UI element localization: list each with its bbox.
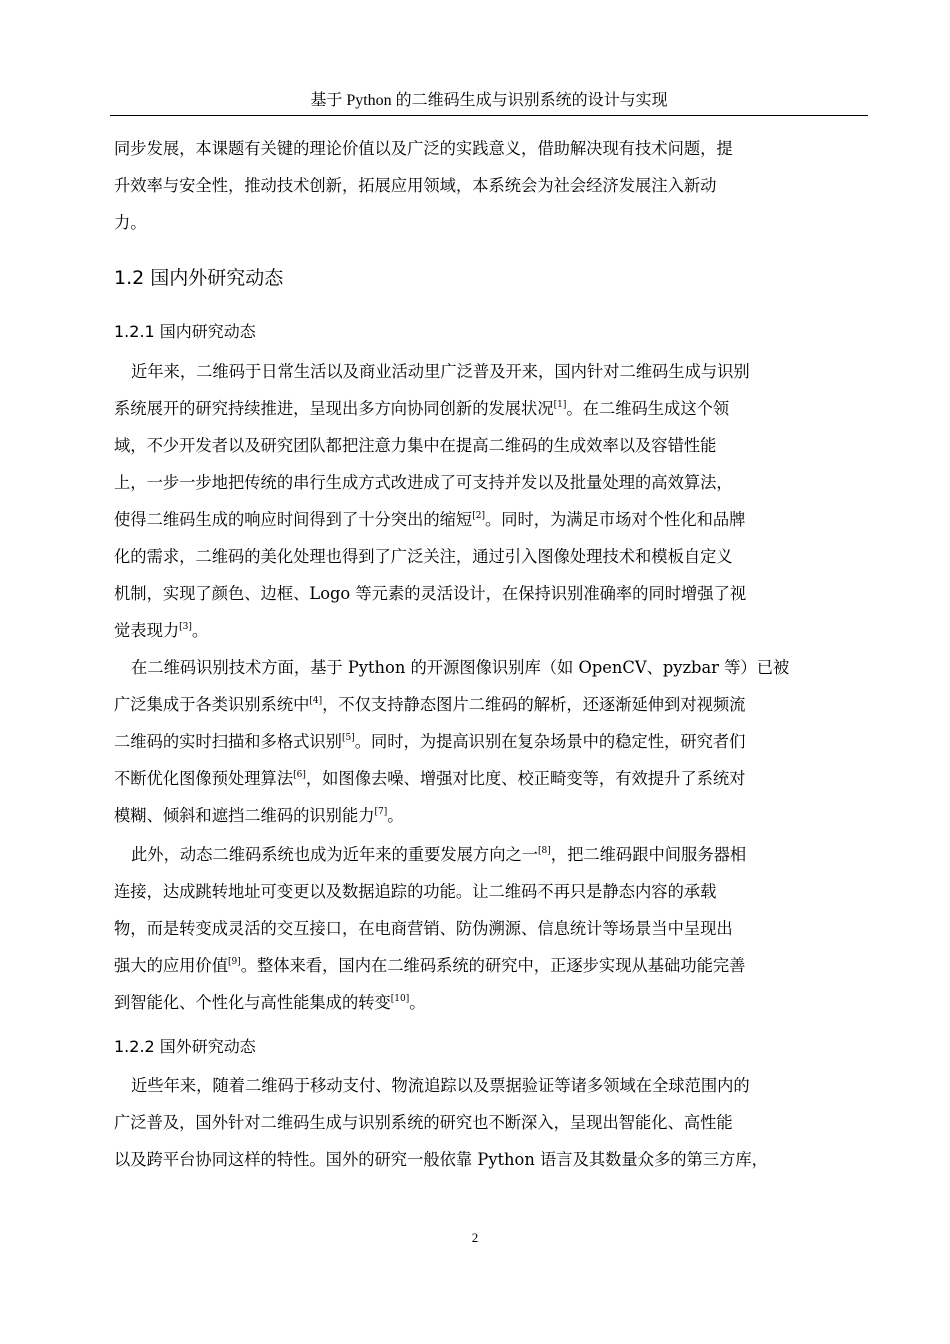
intro-line-3: 力。 — [114, 213, 147, 232]
page-header: 基于 Python 的二维码生成与识别系统的设计与实现 — [310, 92, 668, 109]
domestic-p1-line-8: 觉表现力[3]。 — [114, 621, 209, 640]
citation-ref: [2] — [472, 511, 485, 521]
domestic-p1-line-3: 域，不少开发者以及研究团队都把注意力集中在提高二维码的生成效率以及容错性能 — [114, 436, 717, 455]
domestic-p1-line-4: 上，一步一步地把传统的串行生成方式改进成了可支持并发以及批量处理的高效算法， — [114, 473, 733, 492]
domestic-p2-line-3: 二维码的实时扫描和多格式识别[5]。同时，为提高识别在复杂场景中的稳定性，研究者们 — [114, 732, 746, 751]
citation-ref: [9] — [227, 957, 241, 967]
citation-ref: [5] — [341, 733, 355, 743]
domestic-p2-line-2: 广泛集成于各类识别系统中[4]，不仅支持静态图片二维码的解析，还逐渐延伸到对视频流 — [114, 695, 746, 714]
domestic-p3-line-2: 连接，达成跳转地址可变更以及数据追踪的功能。让二维码不再只是静态内容的承载 — [114, 882, 717, 901]
foreign-p1-line-3: 以及跨平台协同这样的特性。国外的研究一般依靠 Python 语言及其数量众多的第三方库， — [114, 1150, 768, 1169]
domestic-p1-line-7: 机制，实现了颜色、边框、Logo 等元素的灵活设计，在保持识别准确率的同时增强了视 — [114, 584, 747, 603]
domestic-p3-line-3: 物，而是转变成灵活的交互接口，在电商营销、防伪溯源、信息统计等场景当中呈现出 — [114, 919, 733, 938]
section-heading-1-2: 1.2 国内外研究动态 — [114, 267, 284, 289]
header-rule — [110, 115, 868, 116]
citation-ref: [4] — [309, 696, 323, 706]
citation-ref: [10] — [390, 994, 410, 1004]
citation-ref: [3] — [179, 622, 192, 632]
intro-line-1: 同步发展，本课题有关键的理论价值以及广泛的实践意义，借助解决现有技术问题，提 — [114, 139, 733, 158]
citation-ref: [1] — [553, 400, 567, 410]
citation-ref: [8] — [538, 846, 551, 856]
intro-line-2: 升效率与安全性，推动技术创新，拓展应用领域，本系统会为社会经济发展注入新动 — [114, 176, 717, 195]
domestic-p3-line-4: 强大的应用价值[9]。整体来看，国内在二维码系统的研究中，正逐步实现从基础功能完善 — [114, 956, 746, 975]
citation-ref: [6] — [293, 770, 306, 780]
domestic-p1-line-2: 系统展开的研究持续推进，呈现出多方向协同创新的发展状况[1]。在二维码生成这个领 — [114, 399, 730, 418]
page-number: 2 — [471, 1230, 479, 1245]
section-heading-1-2-1: 1.2.1 国内研究动态 — [114, 322, 256, 341]
domestic-p2-line-1: 在二维码识别技术方面，基于 Python 的开源图像识别库（如 OpenCV、pyzbar 等）已被 — [131, 658, 790, 677]
domestic-p1-line-1: 近年来，二维码于日常生活以及商业活动里广泛普及开来，国内针对二维码生成与识别 — [131, 362, 750, 381]
domestic-p1-line-6: 化的需求，二维码的美化处理也得到了广泛关注，通过引入图像处理技术和模板自定义 — [114, 547, 733, 566]
foreign-p1-line-1: 近些年来，随着二维码于移动支付、物流追踪以及票据验证等诸多领域在全球范围内的 — [131, 1076, 750, 1095]
foreign-p1-line-2: 广泛普及，国外针对二维码生成与识别系统的研究也不断深入，呈现出智能化、高性能 — [114, 1113, 733, 1132]
domestic-p3-line-5: 到智能化、个性化与高性能集成的转变[10]。 — [114, 993, 426, 1012]
domestic-p1-line-5: 使得二维码生成的响应时间得到了十分突出的缩短[2]。同时，为满足市场对个性化和品牌 — [114, 510, 746, 529]
domestic-p2-line-5: 模糊、倾斜和遮挡二维码的识别能力[7]。 — [114, 806, 404, 825]
citation-ref: [7] — [374, 807, 388, 817]
section-heading-1-2-2: 1.2.2 国外研究动态 — [114, 1037, 256, 1056]
domestic-p3-line-1: 此外，动态二维码系统也成为近年来的重要发展方向之一[8]，把二维码跟中间服务器相 — [131, 845, 747, 864]
domestic-p2-line-4: 不断优化图像预处理算法[6]，如图像去噪、增强对比度、校正畸变等，有效提升了系统对 — [114, 769, 746, 788]
